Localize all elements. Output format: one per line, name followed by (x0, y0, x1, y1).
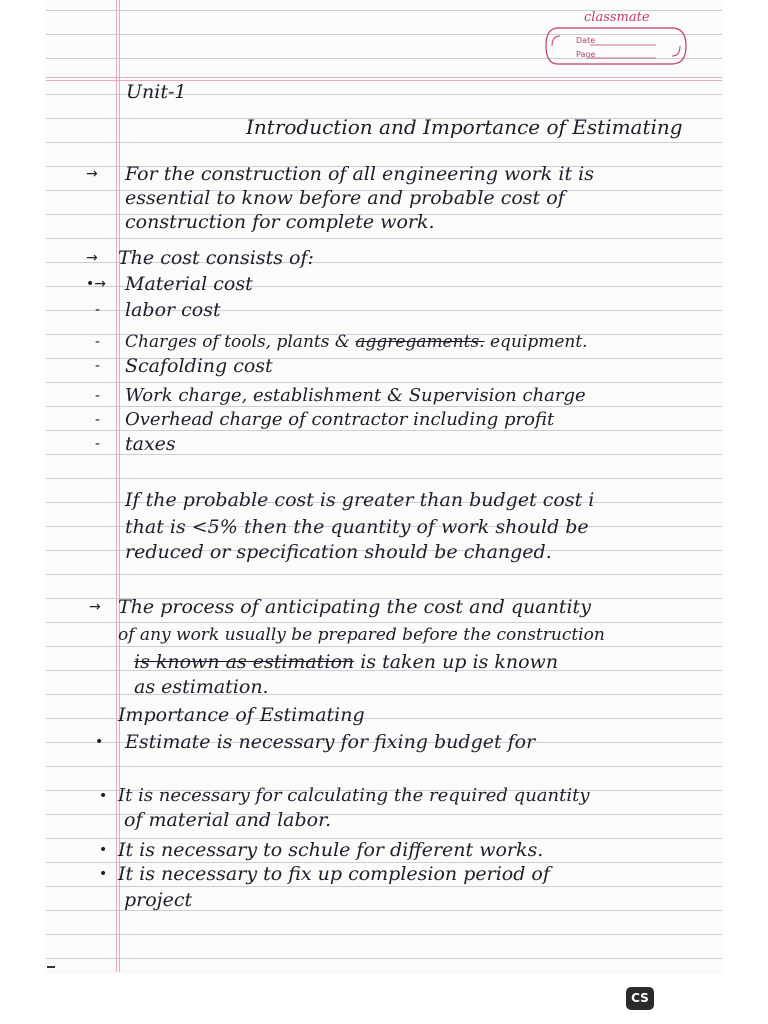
importance-item: project (124, 889, 193, 911)
dash-marker: - (95, 302, 101, 318)
budget-line: If the probable cost is greater than budget cost i (125, 489, 595, 511)
struck-text: aggregaments. (355, 332, 485, 352)
cost-item: taxes (125, 433, 176, 455)
margin-line (119, 0, 120, 972)
brand-logo: classmate (584, 10, 650, 25)
cost-item (125, 330, 588, 354)
process-line: of any work usually be prepared before the construction (118, 625, 605, 645)
cost-item: labor cost (125, 299, 221, 321)
bullet-marker: • (95, 734, 104, 750)
importance-item: It is necessary to fix up complesion period of (118, 863, 550, 885)
date-label: Date (576, 36, 596, 45)
bullet-marker: • (99, 788, 108, 804)
importance-item: of material and labor. (124, 809, 332, 831)
cost-item: Overhead charge of contractor including profit (125, 409, 555, 430)
intro-line: essential to know before and probable cost of (125, 187, 565, 209)
importance-heading: Importance of Estimating (118, 704, 365, 726)
page-title: Introduction and Importance of Estimating (246, 115, 683, 139)
struck-text: is known as estimation (134, 651, 355, 673)
page-label: Page (576, 50, 596, 59)
dash-marker: - (95, 334, 101, 350)
intro-line: construction for complete work. (125, 211, 435, 233)
date-box-frame-icon (544, 24, 688, 68)
date-page-box (544, 24, 688, 68)
edge-mark (47, 966, 55, 968)
dash-marker: - (95, 412, 101, 428)
process-text: is taken up is known (360, 651, 559, 673)
arrow-marker: → (89, 599, 101, 615)
bullet-arrow-marker: •→ (86, 276, 106, 292)
margin-line (116, 0, 117, 972)
process-line: The process of anticipating the cost and quantity (118, 596, 591, 618)
bullet-marker: • (99, 842, 108, 858)
budget-line: that is <5% then the quantity of work should be (125, 516, 589, 538)
header-rule (46, 77, 722, 78)
bullet-marker: • (99, 866, 108, 882)
dash-marker: - (95, 358, 101, 374)
arrow-marker: → (86, 166, 98, 182)
cost-item: Work charge, establishment & Supervision charge (125, 385, 586, 406)
budget-line: reduced or specification should be changed. (125, 541, 552, 563)
process-line (134, 650, 558, 674)
arrow-marker: → (86, 250, 98, 266)
cost-item: Material cost (125, 273, 253, 295)
importance-item: It is necessary to schule for different works. (118, 839, 544, 861)
camscanner-badge: CS (626, 987, 654, 1010)
unit-label: Unit-1 (126, 81, 187, 103)
importance-item: It is necessary for calculating the required quantity (118, 785, 590, 806)
cost-heading: The cost consists of: (118, 247, 314, 269)
process-line: as estimation. (134, 676, 269, 698)
dash-marker: - (95, 436, 101, 452)
dash-marker: - (95, 388, 101, 404)
cost-item: Scafolding cost (125, 355, 273, 377)
importance-item: Estimate is necessary for fixing budget for (125, 731, 536, 753)
cost-item-text: Charges of tools, plants & (125, 332, 350, 352)
intro-line: For the construction of all engineering work it is (125, 163, 594, 185)
cost-item-text: equipment. (490, 332, 588, 352)
